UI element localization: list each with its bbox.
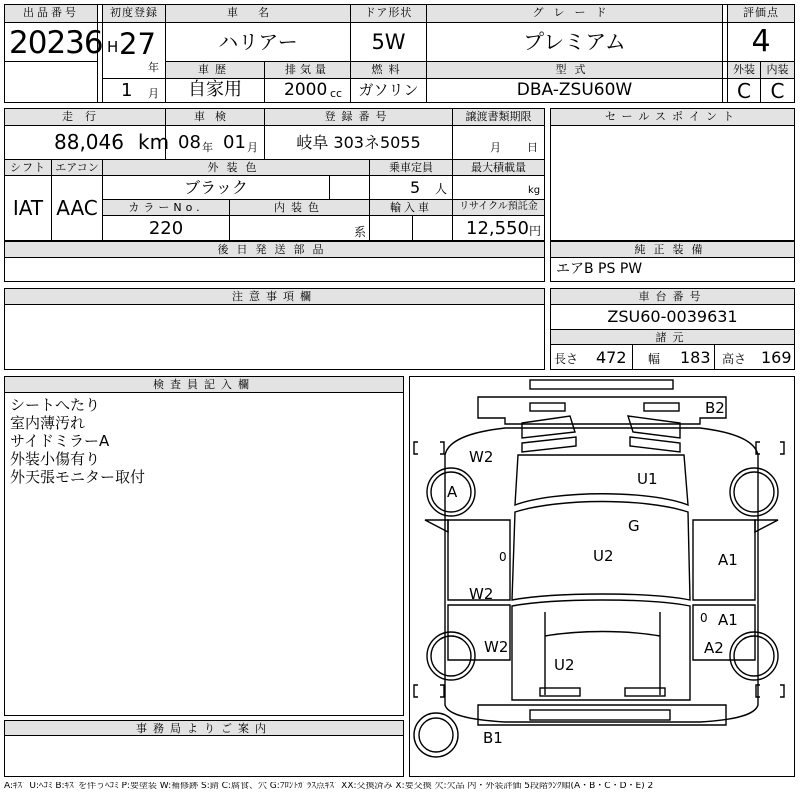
- header-transfer-doc: 譲渡書類期限: [453, 109, 544, 125]
- header-first-reg: 初度登録: [103, 5, 165, 22]
- length-value: 472: [596, 348, 627, 367]
- header-exterior: 外装: [728, 62, 760, 78]
- mark-w2: W2: [484, 638, 509, 656]
- month-unit: 月: [148, 87, 159, 100]
- mark-b1: B1: [483, 729, 503, 747]
- car-diagram-box: [409, 376, 795, 777]
- header-notes: 注意事項欄: [5, 289, 544, 304]
- width-label: 幅: [648, 352, 661, 366]
- inspection-year: 08: [178, 132, 201, 153]
- fuel-type: ガソリン: [358, 81, 419, 99]
- mark-zero: 0: [499, 550, 507, 564]
- capacity-unit: 人: [435, 182, 448, 196]
- header-dims: 諸元: [551, 330, 794, 344]
- lot-number: 20236: [9, 25, 103, 61]
- doc-day-unit: 日: [527, 141, 538, 154]
- vehicle-history: 自家用: [188, 79, 242, 100]
- aircon-type: AAC: [56, 196, 98, 220]
- header-grade: グレード: [427, 5, 722, 22]
- inspection-month: 01: [223, 132, 246, 153]
- mark-g: G: [628, 517, 640, 535]
- height-label: 高さ: [722, 352, 747, 366]
- inspector-note: サイドミラーA: [10, 432, 110, 450]
- mileage-unit: km: [138, 130, 170, 154]
- header-reg-no: 登録番号: [265, 109, 452, 125]
- header-import: 輸入車: [370, 200, 452, 215]
- door-type: 5W: [371, 30, 406, 54]
- load-unit: kg: [528, 185, 541, 196]
- mark-u1: U1: [637, 470, 658, 488]
- header-sales-point: セールスポイント: [551, 109, 794, 125]
- header-car-name: 車名: [166, 5, 350, 22]
- header-ext-color: 外装色: [103, 160, 369, 175]
- first-reg-year: 27: [119, 27, 156, 61]
- header-office: 事務局よりご案内: [5, 721, 403, 735]
- shift-type: IAT: [12, 196, 44, 220]
- exterior-score: C: [737, 79, 751, 103]
- inspector-note: 外天張モニター取付: [10, 468, 146, 486]
- header-aircon: エアコン: [52, 160, 102, 175]
- overall-score: 4: [751, 24, 771, 59]
- chassis-number: ZSU60-0039631: [607, 307, 738, 326]
- damage-legend: A:ｷｽﾞ U:ﾍｺﾐ B:ｷｽﾞを伴うﾍｺﾐ P:要塗装 W:補修跡 S:錆 C:腐食、穴 G:ﾌﾛﾝﾄｶﾞﾗｽ点ｷｽﾞ XX:交換済み X:要交換 欠:欠品 内・外装評価 5段階ﾗﾝｸ順(A・B・C・D・E) 2: [4, 782, 654, 791]
- header-door: ドア形状: [351, 5, 426, 22]
- mark-a2: A2: [704, 639, 724, 657]
- header-recycle: リサイクル預託金: [453, 200, 544, 215]
- header-mileage: 走行: [5, 109, 165, 125]
- displacement-unit: cc: [330, 87, 343, 100]
- header-shift: シフト: [5, 160, 51, 175]
- inspector-note: 外装小傷有り: [10, 450, 101, 468]
- header-history: 車歴: [166, 62, 264, 78]
- header-inspection: 車検: [166, 109, 264, 125]
- car-name: ハリアー: [218, 30, 298, 54]
- first-reg-month: 1: [121, 80, 133, 101]
- header-chassis-no: 車台番号: [551, 289, 794, 304]
- header-inspector: 検査員記入欄: [5, 377, 403, 392]
- color-number: 220: [148, 218, 184, 239]
- interior-color-suffix: 系: [354, 225, 367, 239]
- grade: プレミアム: [523, 30, 626, 54]
- mark-w2: W2: [469, 585, 494, 603]
- interior-score: C: [770, 79, 785, 103]
- mark-a1: A1: [718, 611, 738, 629]
- sales-point-box: [550, 108, 795, 241]
- capacity-value: 5: [410, 178, 421, 197]
- mark-zero: 0: [700, 611, 708, 625]
- recycle-amount: 12,550: [466, 218, 529, 239]
- header-model: 型式: [427, 62, 722, 78]
- mark-w2: W2: [469, 448, 494, 466]
- header-score: 評価点: [728, 5, 794, 22]
- header-displacement: 排気量: [265, 62, 350, 78]
- mark-u2: U2: [554, 656, 575, 674]
- height-value: 169: [761, 348, 792, 367]
- mark-a-front-left: A: [447, 483, 458, 501]
- inspection-month-unit: 月: [247, 141, 258, 154]
- inspector-note: シートへたり: [10, 396, 101, 414]
- width-value: 183: [680, 348, 711, 367]
- model-code: DBA-ZSU60W: [516, 80, 633, 100]
- registration-number: 岐阜 303ネ5055: [296, 133, 421, 152]
- mark-b2: B2: [705, 399, 725, 417]
- header-interior: 内装: [761, 62, 794, 78]
- era-mark: H: [107, 38, 119, 56]
- header-color-no: カラーNo.: [103, 200, 229, 215]
- header-fuel: 燃料: [351, 62, 426, 78]
- inspector-note: 室内薄汚れ: [10, 414, 86, 432]
- year-unit: 年: [148, 61, 159, 74]
- mark-u2: U2: [593, 547, 614, 565]
- inspector-notes-list: [10, 396, 145, 486]
- recycle-unit: 円: [529, 224, 542, 238]
- header-max-load: 最大積載量: [453, 160, 544, 175]
- displacement: 2000: [284, 80, 328, 100]
- exterior-color: ブラック: [184, 178, 248, 197]
- mileage-value: 88,046: [54, 130, 124, 154]
- inspection-year-unit: 年: [202, 141, 213, 154]
- length-label: 長さ: [554, 352, 579, 366]
- header-lot-no: 出品番号: [5, 5, 97, 22]
- doc-month-unit: 月: [490, 141, 501, 154]
- mark-a1: A1: [718, 551, 738, 569]
- header-genuine-equip: 純正装備: [551, 242, 794, 257]
- header-later-parts: 後日発送部品: [5, 242, 544, 257]
- header-capacity: 乗車定員: [370, 160, 452, 175]
- header-int-color: 内装色: [230, 200, 369, 215]
- equipment-list: エアB PS PW: [556, 261, 643, 277]
